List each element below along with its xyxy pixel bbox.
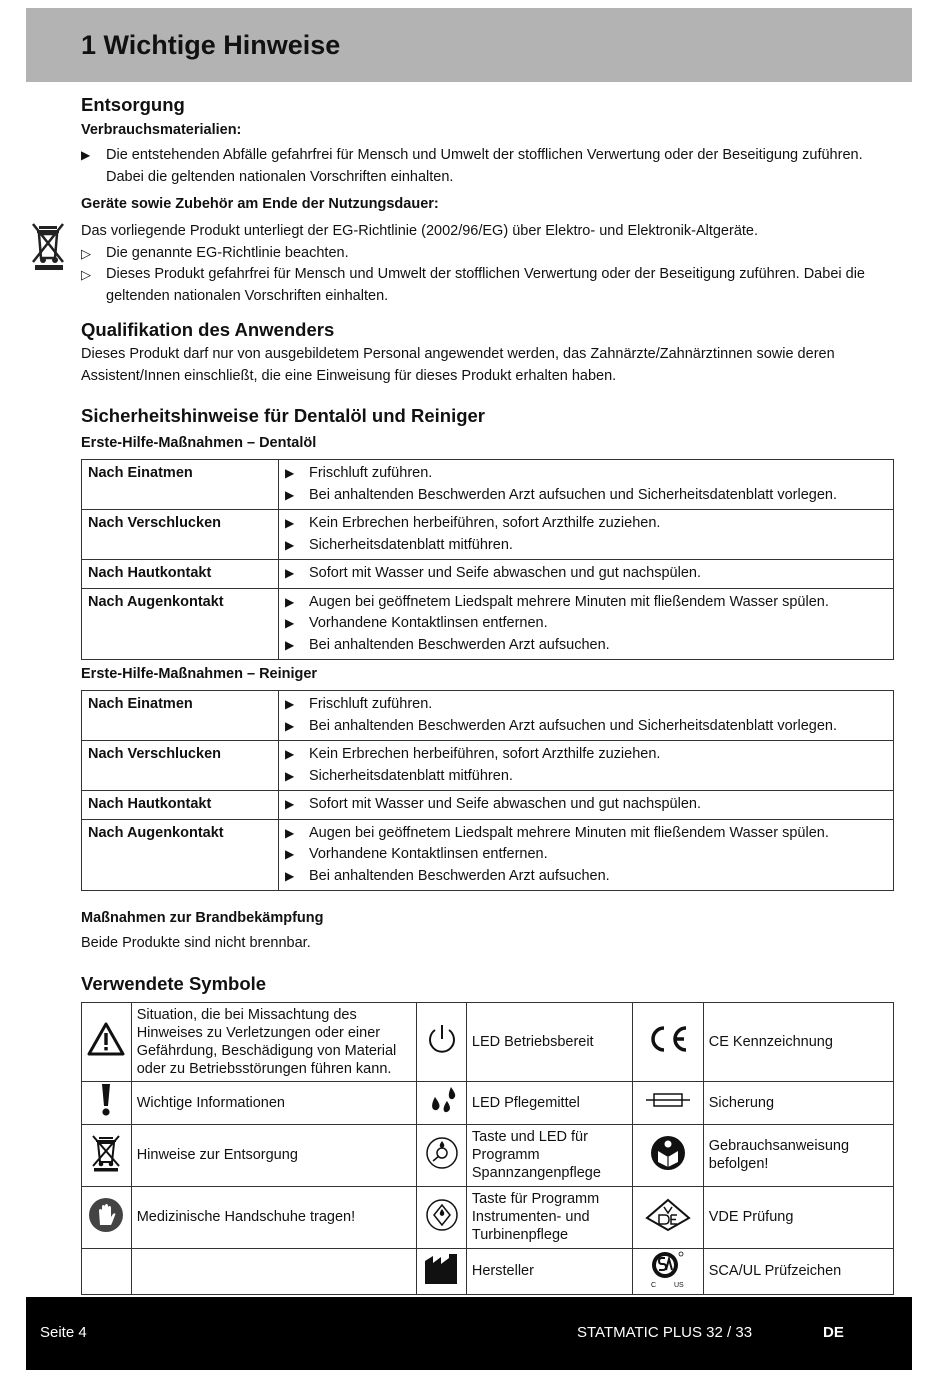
power-icon (425, 1022, 459, 1056)
row-measures (279, 791, 894, 820)
row-measures (279, 560, 894, 589)
symbol-description: Hinweise zur Entsorgung (131, 1124, 417, 1186)
consumables-item: ▶ Die entstehenden Abfälle gefahrfrei für Mensch und Umwelt der stofflichen Verwertung oder der Beseitigung zuführen. Dabei die geltenden nationalen Vorschriften einhalten. (81, 147, 863, 185)
symbol-icon-cell (82, 1081, 132, 1124)
bullet-arrow-icon: ▶ (285, 847, 295, 861)
symbol-icon-cell (82, 1002, 132, 1081)
bullet-arrow-icon: ▶ (285, 516, 295, 530)
bullet-open-arrow-icon: ▷ (81, 245, 91, 261)
bullet-arrow-icon: ▶ (285, 718, 295, 733)
exclamation-icon (99, 1083, 113, 1117)
symbol-icon-cell (632, 1186, 703, 1248)
devices-heading: Geräte sowie Zubehör am Ende der Nutzungsdauer: (81, 196, 439, 212)
row-measures (279, 460, 894, 510)
symbol-icon-cell (417, 1248, 466, 1294)
row-label: Nach Verschlucken (82, 741, 279, 791)
symbol-row (82, 1248, 894, 1294)
page-footer (26, 1297, 912, 1370)
qualification-text: Dieses Produkt darf nur von ausgebildetem Personal angewendet werden, das Zahnärzte/Zahnärztinnen sowie deren Assistent/Innen einschließt, die eine Einweisung für dieses Produkt erhalten haben. (81, 346, 835, 384)
list-item: ▶ Sicherheitsdatenblatt mitführen. (285, 766, 887, 788)
svg-text:US: US (673, 1281, 684, 1289)
csa-ul-icon (648, 1249, 688, 1289)
warning-triangle-icon (87, 1022, 125, 1056)
table-row (82, 460, 894, 510)
consumables-heading: Verbrauchsmaterialien: (81, 122, 242, 138)
symbol-description: Sicherung (703, 1081, 893, 1124)
fire-text: Beide Produkte sind nicht brennbar. (81, 935, 311, 951)
page-title: 1 Wichtige Hinweise (81, 30, 341, 60)
symbol-icon-cell (82, 1186, 132, 1248)
bullet-arrow-icon: ▶ (81, 148, 91, 162)
bullet-arrow-icon: ▶ (285, 797, 295, 811)
list-item: ▶ Sicherheitsdatenblatt mitführen. (285, 535, 887, 557)
symbol-icon-cell (417, 1002, 466, 1081)
product-name: STATMATIC PLUS 32 / 33 (577, 1324, 753, 1341)
bullet-arrow-icon: ▶ (285, 537, 295, 552)
symbol-description: LED Betriebsbereit (466, 1002, 632, 1081)
bullet-arrow-icon: ▶ (285, 616, 295, 630)
list-item: ▶ Frischluft zuführen. (285, 694, 887, 716)
devices-list-item: ▷ Dieses Produkt gefahrfrei für Mensch und Umwelt der stofflichen Verwertung oder der Beseitigung zuführen. Dabei die geltenden nationalen Vorschriften einhalten. (81, 266, 865, 304)
symbol-icon-cell (417, 1081, 466, 1124)
weee-bin-icon (31, 222, 67, 270)
bullet-arrow-icon: ▶ (285, 487, 295, 502)
fuse-icon (646, 1092, 690, 1108)
row-measures (279, 819, 894, 891)
list-item: ▶ Bei anhaltenden Beschwerden Arzt aufsuchen. (285, 866, 887, 888)
list-item: ▶ Augen bei geöffnetem Liedspalt mehrere Minuten mit fließendem Wasser spülen. (285, 823, 887, 845)
row-label: Nach Augenkontakt (82, 588, 279, 660)
symbol-description: Situation, die bei Missachtung des Hinweises zu Verletzungen oder einer Gefährdung, Beschädigung von Material oder zu Betriebsstörungen führen kann. (131, 1002, 417, 1081)
table-row (82, 510, 894, 560)
list-item: ▶ Kein Erbrechen herbeiführen, sofort Arzthilfe zuziehen. (285, 744, 887, 766)
symbol-icon-cell (632, 1248, 703, 1294)
symbol-description: VDE Prüfung (703, 1186, 893, 1248)
symbol-description: SCA/UL Prüfzeichen (703, 1248, 893, 1294)
bullet-arrow-icon: ▶ (285, 747, 295, 761)
symbol-description: Taste und LED für Programm Spannzangenpflege (466, 1124, 632, 1186)
list-item: ▶ Bei anhaltenden Beschwerden Arzt aufsuchen und Sicherheitsdatenblatt vorlegen. (285, 485, 887, 507)
row-label: Nach Verschlucken (82, 510, 279, 560)
symbol-description: Wichtige Informationen (131, 1081, 417, 1124)
qualification-heading: Qualifikation des Anwenders (81, 319, 335, 340)
svg-text:C: C (650, 1281, 656, 1289)
row-label: Nach Augenkontakt (82, 819, 279, 891)
page-content (81, 92, 894, 1295)
instrument-program-icon (425, 1198, 459, 1232)
symbol-row (82, 1081, 894, 1124)
symbol-description: CE Kennzeichnung (703, 1002, 893, 1081)
manual-icon (650, 1135, 686, 1171)
bullet-open-arrow-icon: ▷ (81, 267, 91, 282)
symbol-row (82, 1186, 894, 1248)
symbol-icon-cell (632, 1081, 703, 1124)
symbol-icon-cell (417, 1124, 466, 1186)
ce-mark-icon (646, 1024, 690, 1054)
bullet-arrow-icon: ▶ (285, 594, 295, 609)
row-label: Nach Einatmen (82, 460, 279, 510)
list-item: ▶ Sofort mit Wasser und Seife abwaschen und gut nachspülen. (285, 794, 887, 816)
symbol-icon-cell (632, 1124, 703, 1186)
weee-bin-icon (91, 1134, 121, 1172)
table-row (82, 560, 894, 589)
list-item: ▶ Vorhandene Kontaktlinsen entfernen. (285, 844, 887, 866)
table-row (82, 741, 894, 791)
symbol-description: Gebrauchsanweisung befolgen! (703, 1124, 893, 1186)
first-aid-title: Erste-Hilfe-Maßnahmen – Reiniger (81, 666, 318, 682)
list-item: ▶ Bei anhaltenden Beschwerden Arzt aufsuchen. (285, 635, 887, 657)
bullet-arrow-icon: ▶ (285, 466, 295, 480)
symbol-icon-cell (82, 1248, 132, 1294)
first-aid-table (81, 690, 894, 891)
list-item: ▶ Frischluft zuführen. (285, 463, 887, 485)
symbol-icon-cell (417, 1186, 466, 1248)
language-code: DE (823, 1324, 844, 1341)
devices-intro: Das vorliegende Produkt unterliegt der EG-Richtlinie (2002/96/EG) über Elektro- und Elektronik-Altgeräte. (81, 223, 759, 239)
first-aid-title: Erste-Hilfe-Maßnahmen – Dentalöl (81, 435, 317, 451)
list-item: ▶ Kein Erbrechen herbeiführen, sofort Arzthilfe zuziehen. (285, 513, 887, 535)
bullet-arrow-icon: ▶ (285, 768, 295, 783)
oil-drops-icon (425, 1085, 459, 1115)
list-item: ▶ Augen bei geöffnetem Liedspalt mehrere Minuten mit fließendem Wasser spülen. (285, 592, 887, 614)
row-measures (279, 691, 894, 741)
symbol-description: LED Pflegemittel (466, 1081, 632, 1124)
safety-tables (81, 433, 894, 891)
list-item: ▶ Bei anhaltenden Beschwerden Arzt aufsuchen und Sicherheitsdatenblatt vorlegen. (285, 716, 887, 738)
list-item: ▶ Sofort mit Wasser und Seife abwaschen und gut nachspülen. (285, 563, 887, 585)
symbol-icon-cell (82, 1124, 132, 1186)
row-measures (279, 588, 894, 660)
symbols-table (81, 1002, 894, 1295)
disposal-heading: Entsorgung (81, 94, 185, 115)
row-label: Nach Hautkontakt (82, 791, 279, 820)
vde-icon (645, 1198, 691, 1232)
safety-heading: Sicherheitshinweise für Dentalöl und Reiniger (81, 405, 485, 426)
symbol-description: Taste für Programm Instrumenten- und Turbinenpflege (466, 1186, 632, 1248)
row-measures (279, 741, 894, 791)
bullet-arrow-icon: ▶ (285, 637, 295, 652)
symbol-icon-cell (632, 1002, 703, 1081)
bullet-arrow-icon: ▶ (285, 697, 295, 711)
page-number: Seite 4 (40, 1324, 87, 1341)
symbol-row (82, 1124, 894, 1186)
row-measures (279, 510, 894, 560)
bullet-arrow-icon: ▶ (285, 566, 295, 580)
list-item: ▶ Vorhandene Kontaktlinsen entfernen. (285, 613, 887, 635)
manufacturer-icon (424, 1253, 460, 1285)
symbol-description: Medizinische Handschuhe tragen! (131, 1186, 417, 1248)
bullet-arrow-icon: ▶ (285, 868, 295, 883)
table-row (82, 691, 894, 741)
gloves-icon (88, 1197, 124, 1233)
fire-heading: Maßnahmen zur Brandbekämpfung (81, 910, 324, 926)
table-row (82, 819, 894, 891)
page-header (26, 8, 912, 82)
devices-list-item: ▷ Die genannte EG-Richtlinie beachten. (81, 243, 894, 265)
devices-list (81, 243, 894, 308)
table-row (82, 588, 894, 660)
symbols-heading: Verwendete Symbole (81, 972, 267, 994)
table-row (82, 791, 894, 820)
row-label: Nach Hautkontakt (82, 560, 279, 589)
first-aid-table (81, 459, 894, 660)
bullet-arrow-icon: ▶ (285, 825, 295, 840)
symbol-row (82, 1002, 894, 1081)
symbol-description: Hersteller (466, 1248, 632, 1294)
symbol-description (131, 1248, 417, 1294)
row-label: Nach Einatmen (82, 691, 279, 741)
collet-program-icon (425, 1136, 459, 1170)
